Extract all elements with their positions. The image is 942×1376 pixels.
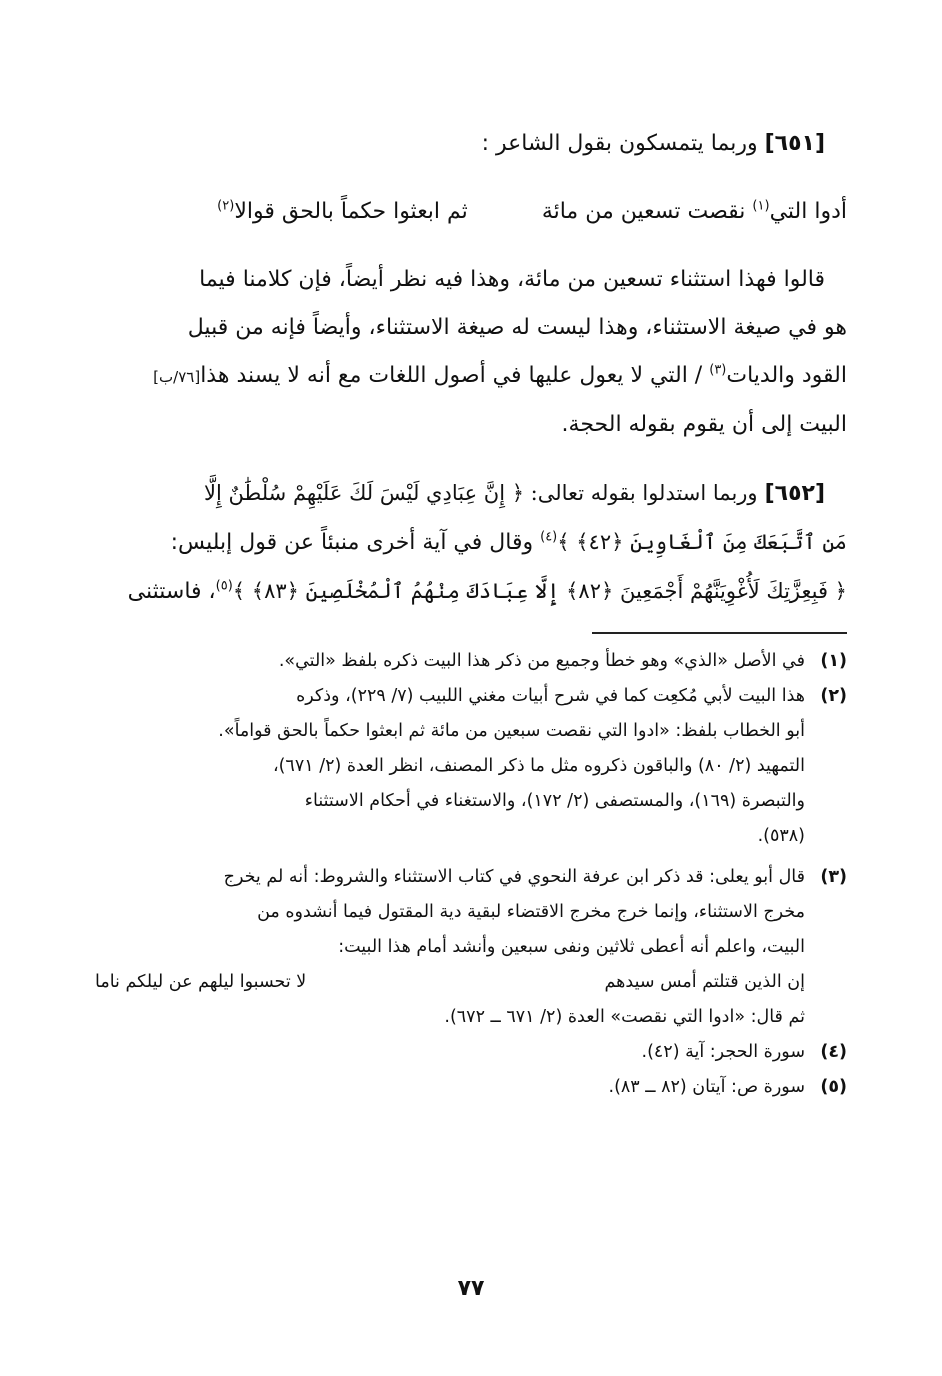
footnote-ref-2[interactable]: (٢) [217, 198, 235, 214]
body-line: هو في صيغة الاستثناء، وهذا ليست له صيغة الاستثناء، وأيضاً فإنه من قبيل [187, 315, 847, 340]
intro-text: وربما يتمسكون بقول الشاعر : [481, 131, 758, 156]
para-652-line-2: مَنِ ٱتَّبَعَكَ مِنَ ٱلْغَاوِينَ ﴿٤٢﴾ ﴾$^{(٤)}$ وقال في آية أخرى منبئاً عن قول إبليس: [170, 529, 847, 555]
footnote-number: (١) [820, 651, 847, 671]
body-line: البيت إلى أن يقوم بقوله الحجة. [561, 412, 847, 437]
footnote-5: (٥) سورة ص: آيتان (٨٢ ــ ٨٣). [95, 1070, 847, 1105]
footnote-number: (٣) [820, 867, 847, 887]
footnote-4: (٤) سورة الحجر: آية (٤٢). [95, 1035, 847, 1070]
margin-reference: [٧٦/ب] [153, 368, 201, 386]
footnote-ref-1[interactable]: (١) [752, 198, 770, 214]
para-652-line-1: [٦٥٢] وربما استدلوا بقوله تعالى: ﴿ إِنَّ عِبَادِي لَيْسَ لَكَ عَلَيْهِمْ سُلْطَٰنٌ إِلَّا [204, 481, 825, 506]
footnote-separator [592, 632, 847, 634]
poem-verse [95, 188, 847, 236]
footnotes [95, 644, 847, 1105]
footnote-ref-3[interactable]: (٣) [709, 362, 727, 378]
verse-first-hemistich: أدوا التي$^{(١)}$ نقصت تسعين من مائة [541, 198, 847, 224]
para-number: [٦٥٢] [764, 481, 825, 506]
para-number: [٦٥١] [764, 131, 825, 156]
para-652-line-3: ﴿ فَبِعِزَّتِكَ لَأُغْوِيَنَّهُمْ أَجْمَعِينَ ﴿٨٢﴾ إِلَّا عِبَادَكَ مِنْهُمُ ٱلْمُخْلَصِينَ ﴿٨٣﴾ ﴾$^{(٥)}$، فاستثنى [127, 578, 847, 604]
footnote-ref-5[interactable]: (٥) [215, 578, 233, 594]
body-line: قالوا فهذا استثناء تسعين من مائة، وهذا فيه نظر أيضاً، فإن كلامنا فيما [199, 267, 825, 292]
footnote-poem: إن الذين قتلتم أمس سيدهم لا تحسبوا ليلهم عن ليلكم ناما [95, 972, 805, 992]
book-page [95, 120, 847, 1376]
page-number: ٧٧ [457, 1276, 485, 1301]
para-651-intro [95, 120, 825, 168]
footnote-2: (٢) هذا البيت لأبي مُكعِت كما في شرح أبيات مغني اللبيب (٧/ ٢٢٩)، وذكره أبو الخطاب بلفظ: «ادوا التي نقصت سبعين من مائة ثم ابعثوا حكماً بالحق قواماً». التمهيد (٢/ ٨٠) والباقون ذكروه مثل ما ذكر المصنف، انظر العدة (٢/ ٦٧١)، والتبصرة (١٦٩)، والمستصفى (٢/ ١٧٢)، والاستغناء في أحكام الاستثناء (٥٣٨). [95, 679, 847, 854]
verse-second-hemistich: ثم ابعثوا حكماً بالحق قوالا$^{(٢)}$ [217, 198, 468, 224]
footnote-number: (٥) [820, 1077, 847, 1097]
body-line: القود والديات$^{(٣)}$ / التي لا يعول عليها في أصول اللغات مع أنه لا يسند هذا[٧٦/ب] [153, 362, 847, 388]
footnote-ref-4[interactable]: (٤) [540, 529, 558, 545]
footnote-1: (١) في الأصل «الذي» وهو خطأ وجميع من ذكر هذا البيت ذكره بلفظ «التي». [95, 644, 847, 679]
footnote-number: (٢) [820, 686, 847, 706]
footnote-3: (٣) قال أبو يعلى: قد ذكر ابن عرفة النحوي في كتاب الاستثناء والشروط: أنه لم يخرج مخرج الاستثناء، وإنما خرج مخرج الاقتضاء لبقية دية المقتول فيما أنشدوه من البيت، واعلم أنه أعطى ثلاثين ونفى سبعين وأنشد أمام هذا البيت: إن الذين قتلتم أمس سيدهم لا تحسبوا ليلهم عن ليلكم ناما ثم قال: «ادوا التي نقصت» العدة (٢/ ٦٧١ ــ ٦٧٢). [95, 860, 847, 1035]
footnote-number: (٤) [820, 1042, 847, 1062]
